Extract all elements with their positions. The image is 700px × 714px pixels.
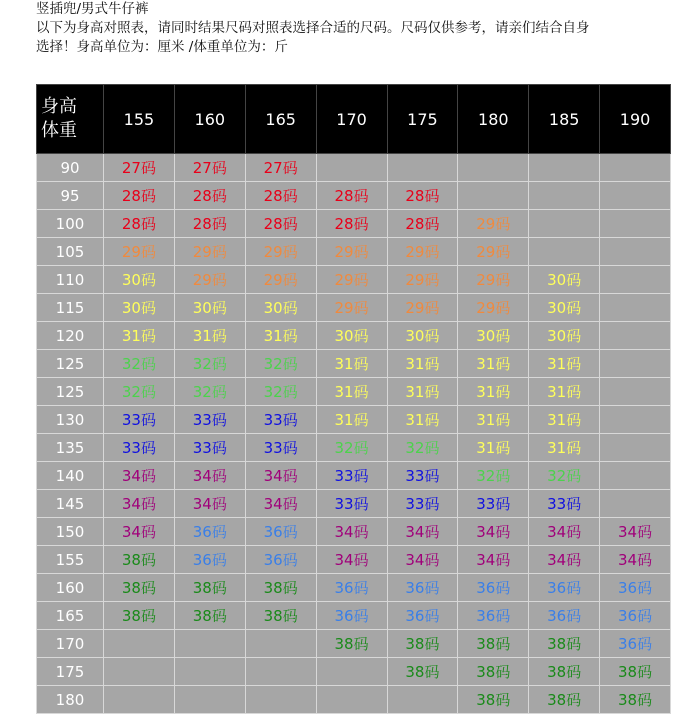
size-cell: 31码 — [387, 350, 458, 378]
size-cell: 34码 — [387, 518, 458, 546]
size-cell: 32码 — [174, 350, 245, 378]
size-cell: 38码 — [529, 686, 600, 714]
size-cell — [316, 154, 387, 182]
size-cell: 30码 — [174, 294, 245, 322]
height-header-cell: 185 — [529, 85, 600, 154]
size-cell: 36码 — [387, 602, 458, 630]
weight-cell: 90 — [37, 154, 104, 182]
size-cell: 31码 — [387, 378, 458, 406]
size-cell: 30码 — [458, 322, 529, 350]
size-cell: 38码 — [529, 658, 600, 686]
size-cell — [600, 350, 671, 378]
size-cell: 33码 — [245, 406, 316, 434]
size-cell: 33码 — [387, 490, 458, 518]
size-cell — [600, 182, 671, 210]
size-cell: 29码 — [387, 238, 458, 266]
size-cell: 31码 — [104, 322, 175, 350]
size-cell: 32码 — [245, 350, 316, 378]
size-cell: 29码 — [458, 294, 529, 322]
size-cell: 32码 — [245, 378, 316, 406]
size-cell — [387, 154, 458, 182]
weight-cell: 155 — [37, 546, 104, 574]
size-cell: 28码 — [104, 182, 175, 210]
size-cell: 31码 — [529, 406, 600, 434]
size-cell: 36码 — [316, 602, 387, 630]
size-cell — [245, 630, 316, 658]
size-cell: 31码 — [245, 322, 316, 350]
size-cell: 31码 — [529, 434, 600, 462]
size-cell: 30码 — [104, 294, 175, 322]
size-cell: 32码 — [316, 434, 387, 462]
height-axis-label: 身高 — [41, 96, 77, 117]
table-row — [37, 238, 671, 266]
weight-cell: 110 — [37, 266, 104, 294]
size-chart — [36, 84, 670, 709]
size-cell — [600, 154, 671, 182]
size-cell: 38码 — [104, 602, 175, 630]
size-cell: 36码 — [316, 574, 387, 602]
size-cell — [600, 490, 671, 518]
size-cell: 36码 — [600, 574, 671, 602]
size-cell: 33码 — [458, 490, 529, 518]
table-row — [37, 182, 671, 210]
weight-cell: 175 — [37, 658, 104, 686]
size-cell: 34码 — [529, 518, 600, 546]
table-row — [37, 154, 671, 182]
weight-cell: 145 — [37, 490, 104, 518]
weight-cell: 130 — [37, 406, 104, 434]
size-cell: 28码 — [316, 182, 387, 210]
size-cell: 38码 — [104, 574, 175, 602]
size-cell: 36码 — [458, 602, 529, 630]
size-cell: 29码 — [245, 238, 316, 266]
size-cell: 29码 — [174, 266, 245, 294]
table-row — [37, 210, 671, 238]
table-row — [37, 350, 671, 378]
size-cell: 34码 — [104, 490, 175, 518]
size-cell: 34码 — [458, 518, 529, 546]
size-cell — [529, 182, 600, 210]
table-row — [37, 546, 671, 574]
table-row — [37, 602, 671, 630]
size-cell — [600, 434, 671, 462]
size-cell: 28码 — [104, 210, 175, 238]
weight-cell: 160 — [37, 574, 104, 602]
size-cell: 31码 — [316, 350, 387, 378]
size-cell: 30码 — [245, 294, 316, 322]
size-cell: 36码 — [529, 574, 600, 602]
table-row — [37, 462, 671, 490]
size-cell: 36码 — [245, 546, 316, 574]
size-cell: 31码 — [316, 378, 387, 406]
size-cell: 32码 — [458, 462, 529, 490]
size-cell: 28码 — [316, 210, 387, 238]
size-cell: 28码 — [245, 182, 316, 210]
size-cell: 27码 — [104, 154, 175, 182]
size-cell: 36码 — [174, 518, 245, 546]
weight-cell: 120 — [37, 322, 104, 350]
weight-cell: 140 — [37, 462, 104, 490]
size-cell — [600, 294, 671, 322]
size-cell: 34码 — [458, 546, 529, 574]
height-header-cell: 180 — [458, 85, 529, 154]
instruction-line-2: 选择！身高单位为：厘米 /体重单位为：斤 — [36, 39, 288, 55]
weight-cell: 180 — [37, 686, 104, 714]
size-cell — [600, 462, 671, 490]
weight-cell: 125 — [37, 378, 104, 406]
size-cell: 38码 — [316, 630, 387, 658]
size-cell — [529, 210, 600, 238]
size-cell: 38码 — [458, 658, 529, 686]
size-cell: 30码 — [529, 266, 600, 294]
size-cell: 34码 — [104, 518, 175, 546]
size-cell: 38码 — [458, 630, 529, 658]
size-cell: 30码 — [529, 294, 600, 322]
table-row — [37, 322, 671, 350]
table-row — [37, 574, 671, 602]
size-cell — [458, 154, 529, 182]
table-row — [37, 658, 671, 686]
height-header-cell: 190 — [600, 85, 671, 154]
size-cell — [529, 238, 600, 266]
size-cell: 38码 — [600, 658, 671, 686]
size-cell: 28码 — [387, 182, 458, 210]
size-cell: 38码 — [600, 686, 671, 714]
size-cell: 31码 — [458, 434, 529, 462]
size-cell — [174, 630, 245, 658]
table-row — [37, 406, 671, 434]
size-cell: 27码 — [245, 154, 316, 182]
size-cell — [245, 658, 316, 686]
table-row — [37, 630, 671, 658]
size-cell: 31码 — [387, 406, 458, 434]
size-cell: 31码 — [458, 350, 529, 378]
size-cell: 38码 — [387, 658, 458, 686]
size-cell: 31码 — [529, 378, 600, 406]
size-cell: 33码 — [104, 434, 175, 462]
size-cell: 31码 — [458, 406, 529, 434]
size-cell: 29码 — [387, 294, 458, 322]
table-row — [37, 518, 671, 546]
height-header-row — [37, 85, 671, 154]
size-cell: 33码 — [316, 490, 387, 518]
corner-cell — [37, 85, 104, 154]
product-title: 竖插兜/男式牛仔裤 — [36, 1, 149, 17]
size-cell: 38码 — [174, 602, 245, 630]
table-row — [37, 266, 671, 294]
size-cell — [600, 322, 671, 350]
size-cell: 32码 — [387, 434, 458, 462]
size-cell: 32码 — [174, 378, 245, 406]
size-cell — [458, 182, 529, 210]
size-cell — [600, 406, 671, 434]
size-cell: 36码 — [600, 602, 671, 630]
size-cell — [529, 154, 600, 182]
size-cell: 29码 — [104, 238, 175, 266]
size-cell: 33码 — [245, 434, 316, 462]
size-cell: 29码 — [174, 238, 245, 266]
size-cell: 36码 — [458, 574, 529, 602]
size-cell: 34码 — [104, 462, 175, 490]
size-cell: 33码 — [104, 406, 175, 434]
size-cell: 33码 — [387, 462, 458, 490]
size-cell: 38码 — [387, 630, 458, 658]
size-cell: 38码 — [245, 574, 316, 602]
height-header-cell: 160 — [174, 85, 245, 154]
size-cell: 30码 — [387, 322, 458, 350]
table-row — [37, 378, 671, 406]
size-cell: 33码 — [174, 434, 245, 462]
weight-cell: 105 — [37, 238, 104, 266]
size-cell: 34码 — [529, 546, 600, 574]
size-cell: 29码 — [316, 294, 387, 322]
size-cell: 36码 — [174, 546, 245, 574]
size-cell: 32码 — [529, 462, 600, 490]
size-cell: 29码 — [458, 238, 529, 266]
size-cell: 34码 — [245, 462, 316, 490]
size-cell: 38码 — [174, 574, 245, 602]
size-cell: 29码 — [316, 238, 387, 266]
size-table-body — [37, 85, 671, 714]
size-cell: 29码 — [458, 266, 529, 294]
size-cell: 34码 — [245, 490, 316, 518]
size-cell: 38码 — [245, 602, 316, 630]
weight-cell: 170 — [37, 630, 104, 658]
size-cell: 34码 — [174, 490, 245, 518]
size-cell: 36码 — [600, 630, 671, 658]
size-cell: 34码 — [174, 462, 245, 490]
intro-text — [36, 0, 696, 57]
size-cell: 34码 — [316, 518, 387, 546]
size-cell: 33码 — [174, 406, 245, 434]
size-cell: 28码 — [174, 210, 245, 238]
size-cell: 32码 — [104, 350, 175, 378]
size-cell: 36码 — [529, 602, 600, 630]
size-cell: 31码 — [529, 350, 600, 378]
size-cell: 30码 — [104, 266, 175, 294]
weight-axis-label: 体重 — [41, 120, 77, 141]
size-cell — [316, 658, 387, 686]
size-cell: 33码 — [529, 490, 600, 518]
size-cell: 28码 — [245, 210, 316, 238]
size-cell: 27码 — [174, 154, 245, 182]
size-cell — [600, 238, 671, 266]
weight-cell: 125 — [37, 350, 104, 378]
size-cell: 30码 — [316, 322, 387, 350]
size-table — [36, 84, 671, 714]
weight-cell: 115 — [37, 294, 104, 322]
weight-cell: 95 — [37, 182, 104, 210]
size-cell: 36码 — [245, 518, 316, 546]
table-row — [37, 490, 671, 518]
size-cell: 28码 — [387, 210, 458, 238]
size-cell: 32码 — [104, 378, 175, 406]
size-cell: 38码 — [104, 546, 175, 574]
weight-cell: 135 — [37, 434, 104, 462]
instruction-line-1: 以下为身高对照表，请同时结果尺码对照表选择合适的尺码。尺码仅供参考，请亲们结合自身 — [36, 20, 590, 36]
size-cell — [174, 658, 245, 686]
size-cell: 36码 — [387, 574, 458, 602]
size-cell — [600, 210, 671, 238]
size-cell: 31码 — [316, 406, 387, 434]
size-cell: 28码 — [174, 182, 245, 210]
weight-cell: 100 — [37, 210, 104, 238]
height-header-cell: 165 — [245, 85, 316, 154]
size-cell: 34码 — [387, 546, 458, 574]
height-header-cell: 175 — [387, 85, 458, 154]
size-cell: 29码 — [458, 210, 529, 238]
weight-cell: 150 — [37, 518, 104, 546]
table-row — [37, 294, 671, 322]
size-cell — [104, 658, 175, 686]
size-cell: 30码 — [529, 322, 600, 350]
size-cell: 31码 — [174, 322, 245, 350]
size-cell: 38码 — [458, 686, 529, 714]
size-cell: 31码 — [458, 378, 529, 406]
height-header-cell: 170 — [316, 85, 387, 154]
size-cell: 34码 — [600, 546, 671, 574]
weight-cell: 165 — [37, 602, 104, 630]
size-cell: 29码 — [316, 266, 387, 294]
size-cell — [600, 266, 671, 294]
size-cell: 34码 — [316, 546, 387, 574]
table-row — [37, 434, 671, 462]
size-cell: 29码 — [387, 266, 458, 294]
size-cell: 29码 — [245, 266, 316, 294]
height-header-cell: 155 — [104, 85, 175, 154]
size-cell — [600, 378, 671, 406]
size-cell: 34码 — [600, 518, 671, 546]
size-cell — [104, 630, 175, 658]
size-cell: 38码 — [529, 630, 600, 658]
size-cell: 33码 — [316, 462, 387, 490]
